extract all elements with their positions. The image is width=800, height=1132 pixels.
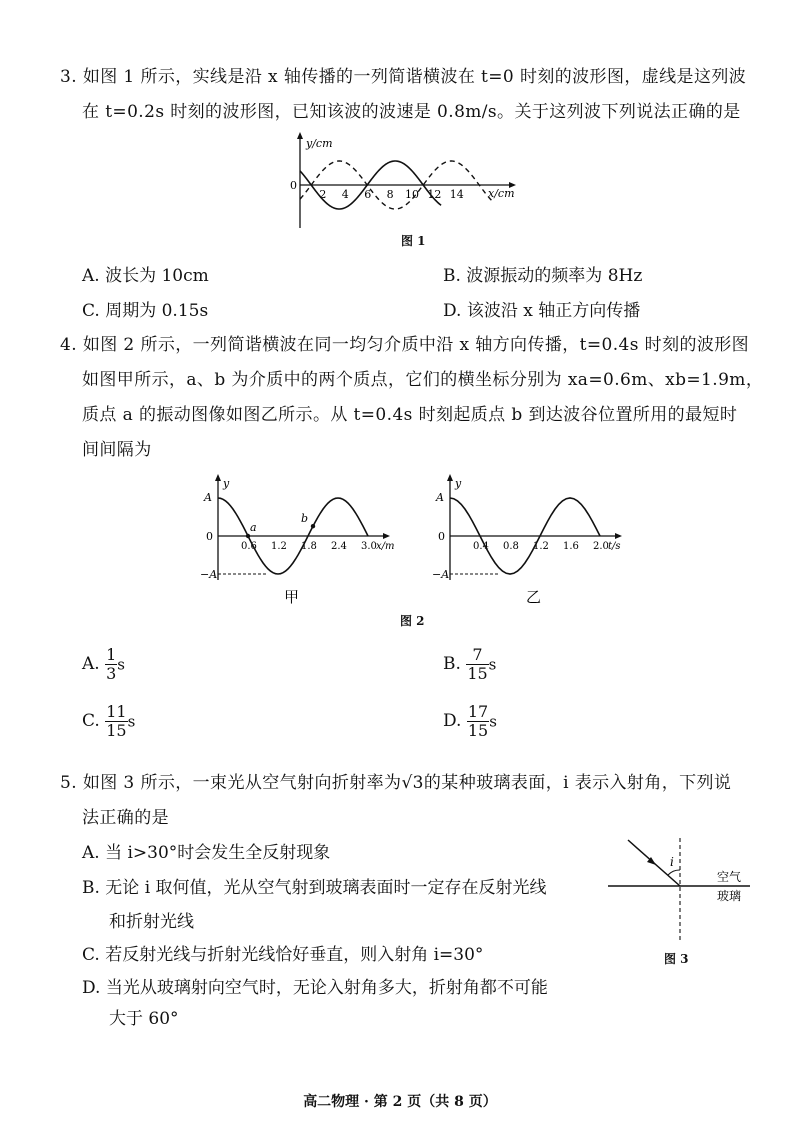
tick-label: 3.0 — [361, 541, 377, 552]
tick-label: 10 — [405, 188, 419, 201]
tick-label: 6 — [364, 188, 372, 201]
q4-option-d[interactable]: D. $\frac{17}{15}$ s — [443, 702, 497, 740]
tick-label: 1.8 — [301, 541, 317, 552]
q5-line-2: 法正确的是 — [82, 808, 169, 828]
tick-label: 8 — [386, 188, 394, 201]
jia-negamp: −A — [200, 568, 218, 581]
tick-label: 1.2 — [533, 541, 549, 552]
q3-option-c[interactable]: C. 周期为 0.15s — [82, 301, 209, 321]
tick-label: 0.6 — [241, 541, 257, 552]
tick-label: 2.0 — [593, 541, 609, 552]
jia-xlabel: x/m — [376, 541, 395, 552]
q3-line-1: 3. 如图 1 所示，实线是沿 x 轴传播的一列简谐横波在 t=0 时刻的波形图，虚线是这列波 — [60, 67, 747, 87]
figure-2-caption: 图 2 — [400, 614, 425, 628]
tick-label: 1.2 — [271, 541, 287, 552]
fraction: $\frac{7}{15}$ — [467, 645, 488, 683]
tick-label: 2.4 — [331, 541, 347, 552]
jia-label: 甲 — [284, 588, 300, 606]
q5-option-c[interactable]: C. 若反射光线与折射光线恰好垂直，则入射角 i=30° — [82, 945, 484, 965]
jia-ylabel: y — [223, 477, 230, 490]
point-b — [311, 524, 315, 528]
yi-ylabel: y — [455, 477, 462, 490]
q3-option-a[interactable]: A. 波长为 10cm — [82, 266, 209, 286]
tick-label: 2 — [319, 188, 327, 201]
figure-3-refraction — [600, 832, 760, 952]
q4-option-c[interactable]: C. $\frac{11}{15}$ s — [82, 702, 136, 740]
figure-2-yi-vibration — [428, 472, 648, 607]
fraction: $\frac{17}{15}$ — [467, 702, 489, 740]
point-b-label: b — [301, 512, 309, 526]
glass-label: 玻璃 — [717, 889, 742, 903]
yi-amp: A — [436, 491, 444, 504]
fig1-xlabel: x/cm — [488, 187, 515, 200]
q4-option-b[interactable]: B. $\frac{7}{15}$ s — [443, 645, 497, 683]
q4-line-2: 如图甲所示，a、b 为介质中的两个质点，它们的横坐标分别为 xa=0.6m、xb=1.9m， — [82, 370, 764, 390]
yi-label: 乙 — [526, 588, 542, 606]
fraction: $\frac{11}{15}$ — [106, 702, 127, 740]
fig1-origin: 0 — [290, 179, 297, 192]
figure-1-wave-graph — [282, 130, 542, 230]
fig1-ylabel: y/cm — [306, 137, 333, 150]
angle-i-label: i — [670, 855, 674, 869]
jia-amp: A — [204, 491, 212, 504]
tick-label: 0.4 — [473, 541, 489, 552]
q4-line-4: 间间隔为 — [82, 440, 152, 460]
point-a — [246, 534, 250, 538]
yi-xlabel: t/s — [608, 541, 621, 552]
figure-1-caption: 图 1 — [401, 234, 426, 248]
q5-option-b-line-1[interactable]: B. 无论 i 取何值，光从空气射到玻璃表面时一定存在反射光线 — [82, 878, 547, 898]
q3-line-2: 在 t=0.2s 时刻的波形图，已知该波的波速是 0.8m/s。关于这列波下列说法正确的是 — [82, 102, 741, 122]
q3-option-d[interactable]: D. 该波沿 x 轴正方向传播 — [443, 301, 641, 321]
jia-origin: 0 — [206, 530, 213, 543]
q5-line-1: 5. 如图 3 所示，一束光从空气射向折射率为√3的某种玻璃表面，i 表示入射角，下列说 — [60, 773, 732, 793]
q5-option-d-line-2[interactable]: 大于 60° — [109, 1009, 179, 1029]
yi-negamp: −A — [432, 568, 450, 581]
q4-option-a[interactable]: A. $\frac{1}{3}$ s — [82, 645, 125, 683]
q4-line-1: 4. 如图 2 所示，一列简谐横波在同一均匀介质中沿 x 轴方向传播，t=0.4s 时刻的波形图 — [60, 335, 750, 355]
figure-2-jia-wave — [196, 472, 416, 607]
figure-3-caption: 图 3 — [664, 952, 689, 966]
q5-option-b-line-2[interactable]: 和折射光线 — [109, 912, 194, 932]
air-label: 空气 — [717, 870, 742, 884]
tick-label: 14 — [449, 188, 464, 201]
tick-label: 4 — [341, 188, 349, 201]
q5-option-d-line-1[interactable]: D. 当光从玻璃射向空气时，无论入射角多大，折射角都不可能 — [82, 978, 548, 998]
q4-line-3: 质点 a 的振动图像如图乙所示。从 t=0.4s 时刻起质点 b 到达波谷位置所用的最短时 — [82, 405, 738, 425]
yi-origin: 0 — [438, 530, 445, 543]
fraction: $\frac{1}{3}$ — [106, 645, 117, 683]
q3-option-b[interactable]: B. 波源振动的频率为 8Hz — [443, 266, 643, 286]
q5-option-a[interactable]: A. 当 i>30°时会发生全反射现象 — [82, 843, 331, 863]
tick-label: 1.6 — [563, 541, 579, 552]
point-a-label: a — [250, 521, 257, 534]
tick-label: 0.8 — [503, 541, 519, 552]
tick-label: 12 — [427, 188, 442, 201]
page-footer: 高二物理 · 第 2 页（共 8 页） — [303, 1094, 497, 1110]
